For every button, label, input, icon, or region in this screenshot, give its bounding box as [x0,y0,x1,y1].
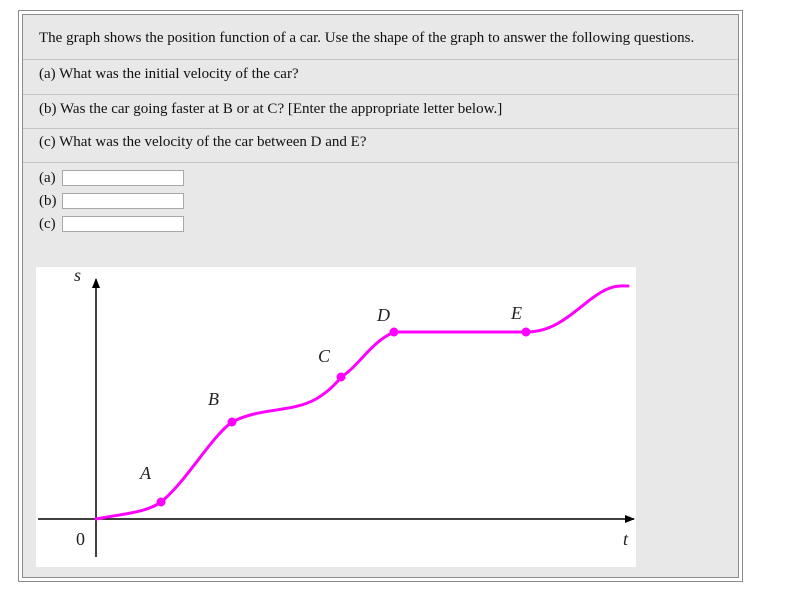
position-graph [36,267,636,567]
problem-panel [22,14,739,578]
separator [23,94,738,95]
question-c: (c) What was the velocity of the car between D and E? [39,134,367,150]
answer-row-a [39,168,184,188]
answer-row-b [39,191,184,211]
point-b-marker [228,418,237,427]
separator [23,128,738,129]
separator [23,162,738,163]
answer-input-a[interactable] [62,170,184,186]
problem-outer-frame [18,10,743,582]
question-a: (a) What was the initial velocity of the car? [39,66,299,82]
origin-label: 0 [76,529,85,549]
x-axis-label: t [623,529,629,549]
point-c-marker [337,373,346,382]
point-e-label: E [511,303,522,323]
point-d-marker [390,328,399,337]
answer-input-b[interactable] [62,193,184,209]
point-d-label: D [377,305,390,325]
position-curve [96,286,628,519]
point-c-label: C [318,346,331,366]
answer-row-c [39,214,184,234]
separator [23,59,738,60]
graph-svg [36,267,636,567]
point-a-label: A [140,463,151,483]
answer-input-c[interactable] [62,216,184,232]
answer-label-a: (a) [39,170,56,186]
point-b-label: B [208,389,219,409]
y-axis-label: s [74,267,82,285]
answer-label-c: (c) [39,216,56,232]
answer-label-b: (b) [39,193,57,209]
point-e-marker [522,328,531,337]
question-b: (b) Was the car going faster at B or at C? [Enter the appropriate letter below.] [39,101,503,117]
point-a-marker [157,498,166,507]
question-intro: The graph shows the position function of a car. Use the shape of the graph to answer the following questions. [39,30,695,46]
